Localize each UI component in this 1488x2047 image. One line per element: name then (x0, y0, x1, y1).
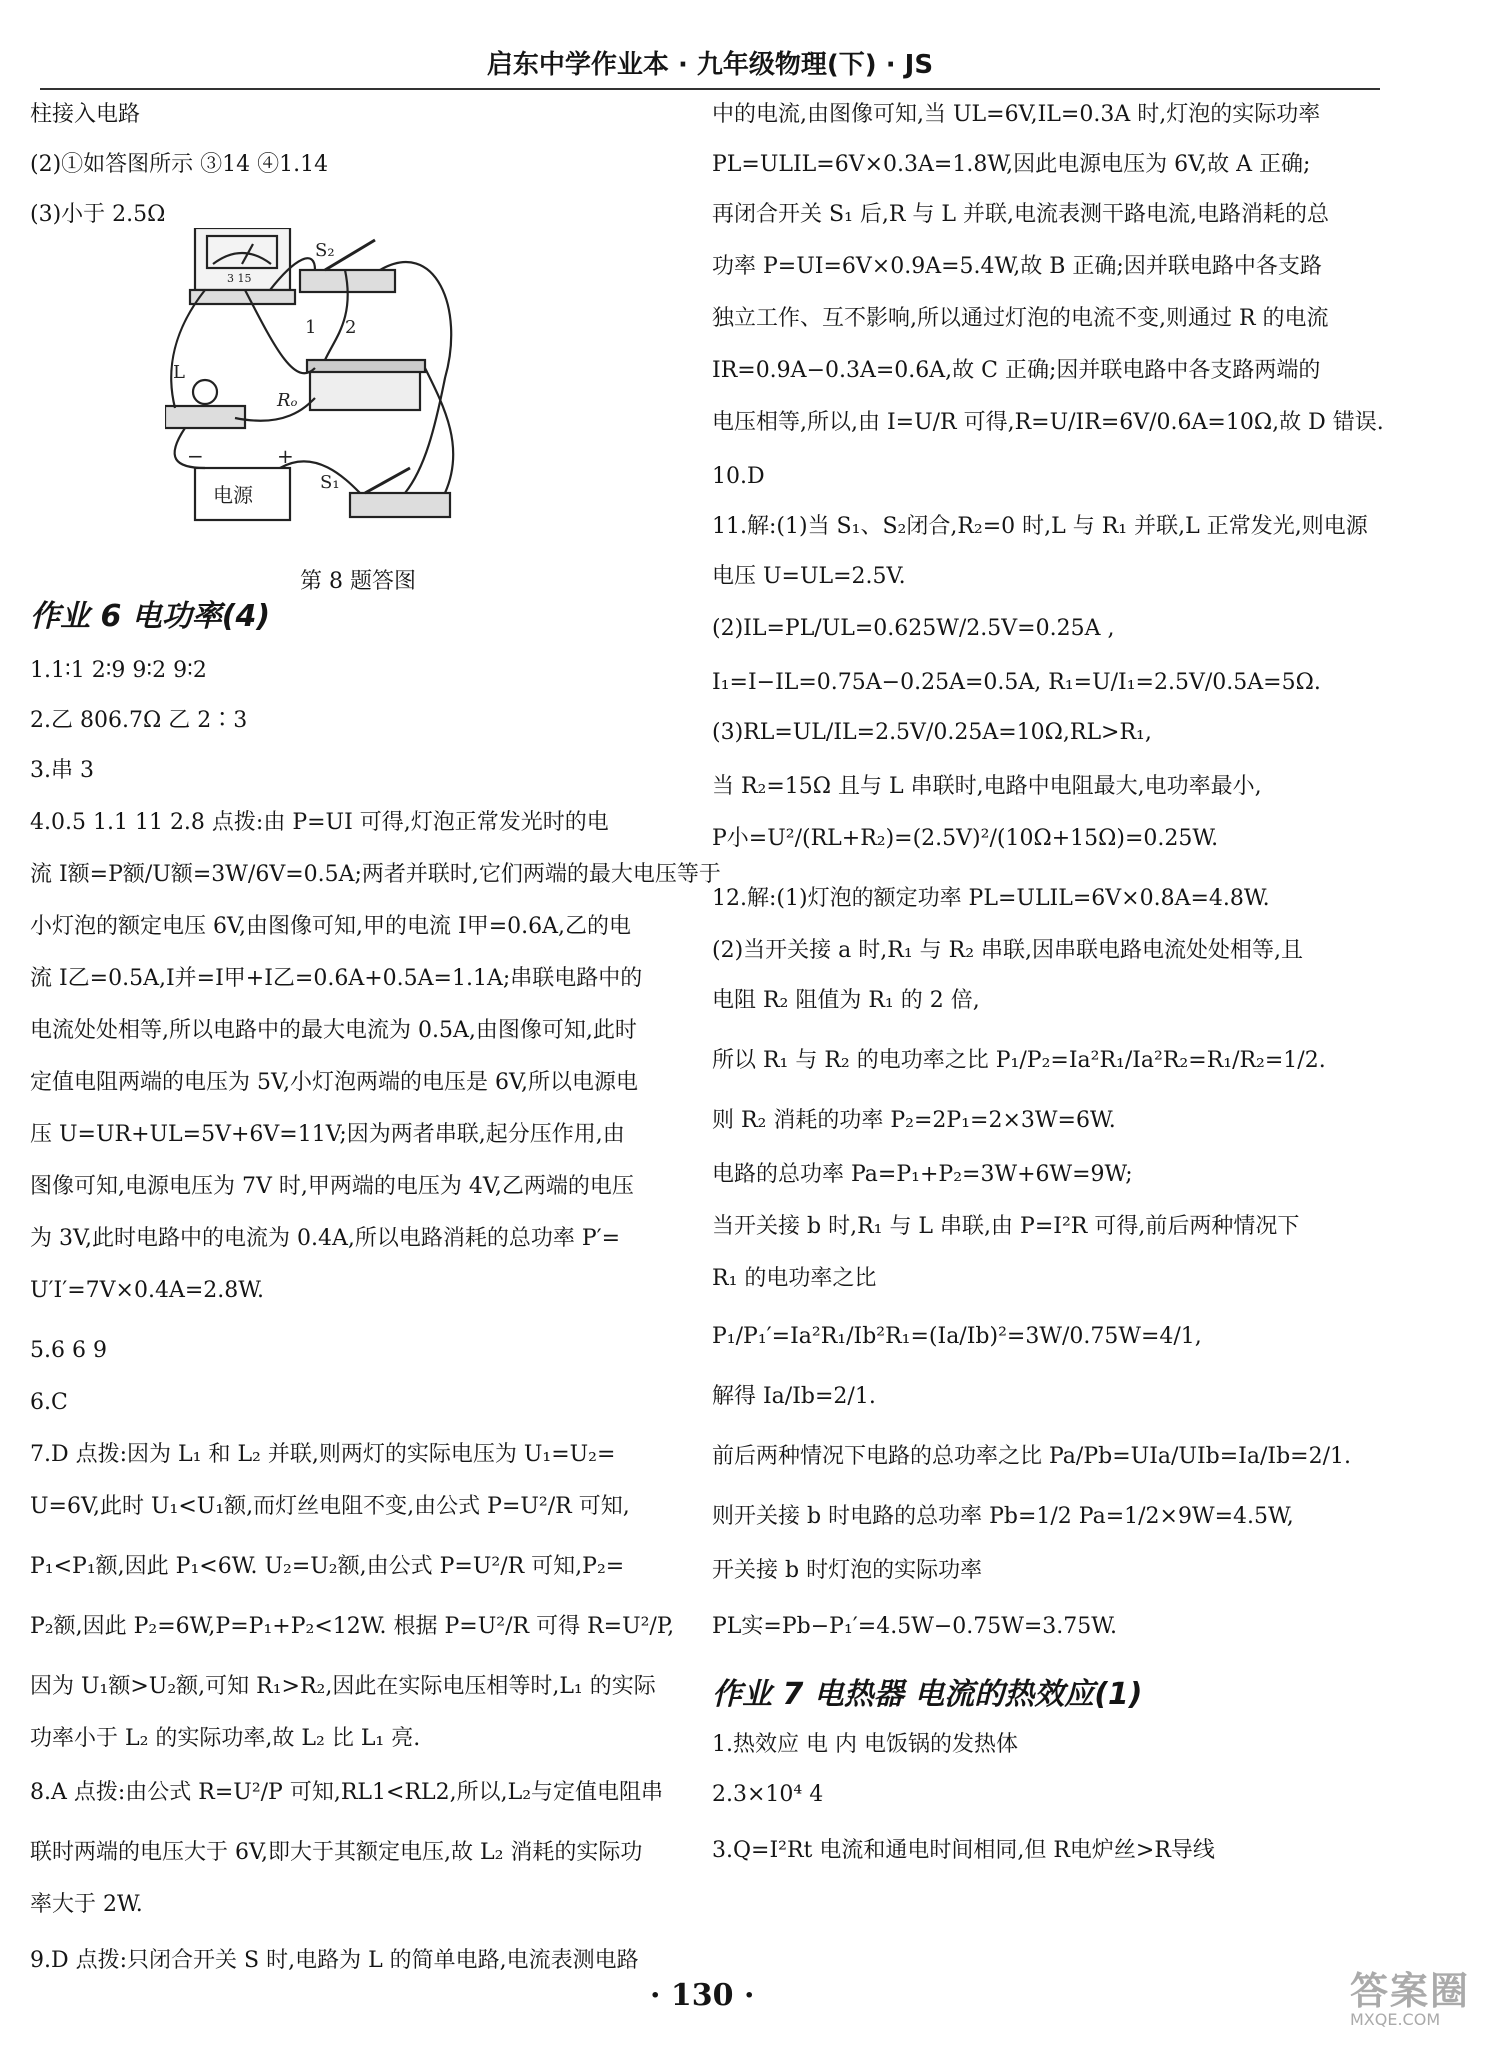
text-line: 为 3V,此时电路中的电流为 0.4A,所以电路消耗的总功率 P′= (30, 1226, 621, 1251)
text-line: 流 I乙=0.5A,I并=I甲+I乙=0.6A+0.5A=1.1A;串联电路中的 (30, 966, 643, 991)
text-line: 功率小于 L₂ 的实际功率,故 L₂ 比 L₁ 亮. (30, 1726, 421, 1751)
text-line: 3.串 3 (30, 758, 94, 783)
text-line: 率大于 2W. (30, 1892, 143, 1917)
section-heading: 作业 6 电功率(4) (30, 599, 271, 634)
text-line: 当 R₂=15Ω 且与 L 串联时,电路中电阻最大,电功率最小, (712, 774, 1262, 799)
text-line: (3)小于 2.5Ω (30, 202, 166, 227)
text-line: 5.6 6 9 (30, 1338, 107, 1363)
text-line: I₁=I−IL=0.75A−0.25A=0.5A, R₁=U/I₁=2.5V/0.5A=5Ω. (712, 670, 1321, 695)
text-line: 电压 U=UL=2.5V. (712, 564, 906, 589)
text-line: 12.解:(1)灯泡的额定功率 PL=ULIL=6V×0.8A=4.8W. (712, 886, 1270, 911)
header-rule (40, 88, 1380, 90)
page-header: 启东中学作业本 · 九年级物理(下) · JS (486, 50, 934, 80)
text-line: 柱接入电路 (30, 102, 141, 127)
text-line: P₁<P₁额,因此 P₁<6W. U₂=U₂额,由公式 P=U²/R 可知,P₂= (30, 1554, 625, 1579)
text-line: 则 R₂ 消耗的功率 P₂=2P₁=2×3W=6W. (712, 1108, 1116, 1133)
s1-label: S₁ (320, 472, 340, 493)
text-line: 因为 U₁额>U₂额,可知 R₁>R₂,因此在实际电压相等时,L₁ 的实际 (30, 1674, 656, 1699)
text-line: 2.乙 806.7Ω 乙 2∶3 (30, 708, 248, 733)
text-line: 定值电阻两端的电压为 5V,小灯泡两端的电压是 6V,所以电源电 (30, 1070, 639, 1095)
text-line: 则开关接 b 时电路的总功率 Pb=1/2 Pa=1/2×9W=4.5W, (712, 1504, 1294, 1529)
figure-caption: 第 8 题答图 (300, 569, 416, 594)
text-line: 7.D 点拨:因为 L₁ 和 L₂ 并联,则两灯的实际电压为 U₁=U₂= (30, 1442, 616, 1467)
s2-label: S₂ (315, 240, 335, 261)
rheostat-label: Rₒ (277, 390, 298, 411)
text-line: 功率 P=UI=6V×0.9A=5.4W,故 B 正确;因并联电路中各支路 (712, 254, 1322, 279)
text-line: 3.Q=I²Rt 电流和通电时间相同,但 R电炉丝>R导线 (712, 1838, 1215, 1863)
text-line: 中的电流,由图像可知,当 UL=6V,IL=0.3A 时,灯泡的实际功率 (712, 102, 1321, 127)
section-heading: 作业 7 电热器 电流的热效应(1) (712, 1677, 1143, 1712)
lamp-label: L (173, 362, 185, 383)
text-line: 8.A 点拨:由公式 R=U²/P 可知,RL1<RL2,所以,L₂与定值电阻串 (30, 1780, 664, 1805)
text-line: 图像可知,电源电压为 7V 时,甲两端的电压为 4V,乙两端的电压 (30, 1174, 634, 1199)
text-line: 独立工作、互不影响,所以通过灯泡的电流不变,则通过 R 的电流 (712, 306, 1329, 331)
text-line: 流 I额=P额/U额=3W/6V=0.5A;两者并联时,它们两端的最大电压等于 (30, 862, 721, 887)
battery-label: 电源 (213, 483, 253, 507)
text-line: (2)①如答图所示 ③14 ④1.14 (30, 152, 329, 177)
text-line: 1.1∶1 2∶9 9∶2 9∶2 (30, 658, 207, 683)
battery-minus-label: − (187, 444, 204, 468)
text-line: 10.D (712, 464, 765, 489)
text-line: R₁ 的电功率之比 (712, 1266, 877, 1291)
text-line: 电阻 R₂ 阻值为 R₁ 的 2 倍, (712, 988, 980, 1013)
text-line: 电路的总功率 Pa=P₁+P₂=3W+6W=9W; (712, 1162, 1133, 1187)
text-line: 2.3×10⁴ 4 (712, 1782, 824, 1807)
page-number: · 130 · (650, 1978, 755, 2013)
text-line: 联时两端的电压大于 6V,即大于其额定电压,故 L₂ 消耗的实际功 (30, 1840, 643, 1865)
text-line: (3)RL=UL/IL=2.5V/0.25A=10Ω,RL>R₁, (712, 720, 1152, 745)
watermark-logo: 答案圈 (1350, 1969, 1471, 2013)
text-line: 小灯泡的额定电压 6V,由图像可知,甲的电流 I甲=0.6A,乙的电 (30, 914, 632, 939)
wire-label-1: 1 (305, 317, 317, 338)
text-line: P小=U²/(RL+R₂)=(2.5V)²/(10Ω+15Ω)=0.25W. (712, 826, 1219, 851)
text-line: IR=0.9A−0.3A=0.6A,故 C 正确;因并联电路中各支路两端的 (712, 358, 1321, 383)
text-line: 9.D 点拨:只闭合开关 S 时,电路为 L 的简单电路,电流表测电路 (30, 1948, 639, 1973)
text-line: P₂额,因此 P₂=6W,P=P₁+P₂<12W. 根据 P=U²/R 可得 R=U²/P, (30, 1614, 675, 1639)
meter-scale-label: 3 15 (227, 272, 252, 285)
circuit-diagram (165, 228, 585, 528)
battery-plus-label: + (277, 444, 294, 468)
text-line: (2)IL=PL/UL=0.625W/2.5V=0.25A , (712, 616, 1115, 641)
text-line: U′I′=7V×0.4A=2.8W. (30, 1278, 265, 1303)
text-line: 开关接 b 时灯泡的实际功率 (712, 1558, 983, 1583)
text-line: 压 U=UR+UL=5V+6V=11V;因为两者串联,起分压作用,由 (30, 1122, 625, 1147)
text-line: 11.解:(1)当 S₁、S₂闭合,R₂=0 时,L 与 R₁ 并联,L 正常发光,则电源 (712, 514, 1368, 539)
text-line: U=6V,此时 U₁<U₁额,而灯丝电阻不变,由公式 P=U²/R 可知, (30, 1494, 630, 1519)
text-line: 所以 R₁ 与 R₂ 的电功率之比 P₁/P₂=Ia²R₁/Ia²R₂=R₁/R₂=1/2. (712, 1048, 1326, 1073)
text-line: (2)当开关接 a 时,R₁ 与 R₂ 串联,因串联电路电流处处相等,且 (712, 938, 1303, 963)
text-line: P₁/P₁′=Ia²R₁/Ib²R₁=(Ia/Ib)²=3W/0.75W=4/1, (712, 1324, 1202, 1349)
text-line: 4.0.5 1.1 11 2.8 点拨:由 P=UI 可得,灯泡正常发光时的电 (30, 810, 609, 835)
text-line: 前后两种情况下电路的总功率之比 Pa/Pb=UIa/UIb=Ia/Ib=2/1. (712, 1444, 1351, 1469)
text-line: 再闭合开关 S₁ 后,R 与 L 并联,电流表测干路电流,电路消耗的总 (712, 202, 1330, 227)
text-line: 1.热效应 电 内 电饭锅的发热体 (712, 1732, 1018, 1757)
text-line: PL=ULIL=6V×0.3A=1.8W,因此电源电压为 6V,故 A 正确; (712, 152, 1311, 177)
text-line: 6.C (30, 1390, 68, 1415)
text-line: 解得 Ia/Ib=2/1. (712, 1384, 876, 1409)
text-line: 电流处处相等,所以电路中的最大电流为 0.5A,由图像可知,此时 (30, 1018, 637, 1043)
watermark-url: MXQE.COM (1350, 2010, 1441, 2029)
text-line: PL实=Pb−P₁′=4.5W−0.75W=3.75W. (712, 1614, 1118, 1639)
text-line: 当开关接 b 时,R₁ 与 L 串联,由 P=I²R 可得,前后两种情况下 (712, 1214, 1300, 1239)
text-line: 电压相等,所以,由 I=U/R 可得,R=U/IR=6V/0.6A=10Ω,故 D 错误. (712, 410, 1384, 435)
watermark (1350, 1960, 1470, 2030)
wire-label-2: 2 (345, 317, 357, 338)
